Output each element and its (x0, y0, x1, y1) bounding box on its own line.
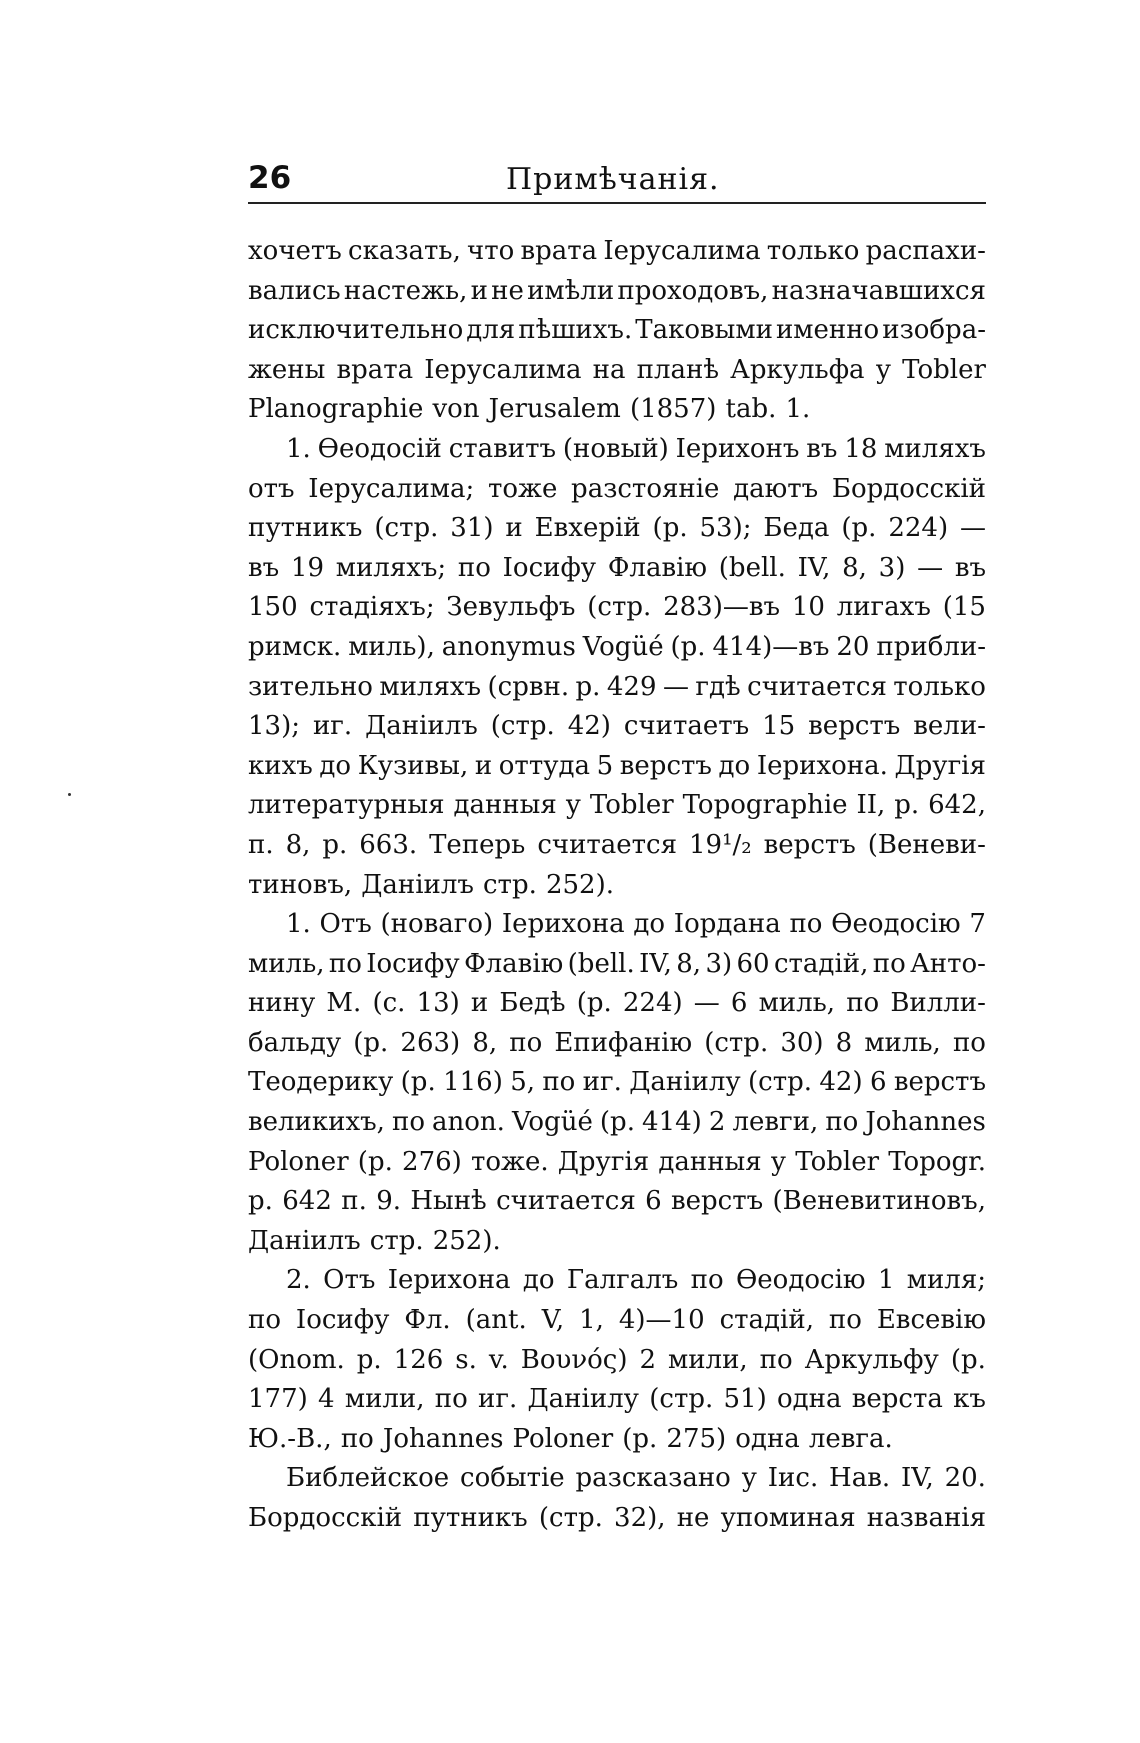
text-line: Poloner (р. 276) тоже. Другія данныя у Tobler Topogr. (248, 1146, 986, 1177)
text-line: Ю.-В., по Johannes Poloner (р. 275) одна левга. (248, 1423, 893, 1454)
text-line: зительно миляхъ (срвн. р. 429 — гдѣ считается только (248, 671, 986, 702)
text-line: бальду (р. 263) 8, по Епифанію (стр. 30) 8 миль, по (248, 1027, 986, 1058)
text-line: Даніилъ стр. 252). (248, 1225, 501, 1256)
text-line: по Іосифу Фл. (ant. V, 1, 4)—10 стадій, по Евсевію (248, 1305, 986, 1336)
text-line: Бордосскій путникъ (стр. 32), не упоминая названія (248, 1503, 986, 1533)
text-line: жены врата Іерусалима на планѣ Аркульфа у Tobler (248, 354, 986, 385)
text-line: отъ Іерусалима; тоже разстояніе даютъ Бордосскій (248, 473, 986, 504)
text-line: исключительно для пѣшихъ. Таковыми именно изобра- (248, 315, 986, 346)
text-line: миль, по Іосифу Флавію (bell. IV, 8, 3) 60 стадій, по Анто- (248, 948, 986, 979)
margin-speck (68, 793, 71, 796)
running-title: Примѣчанія. (506, 162, 720, 197)
text-line: римск. миль), anonymus Vogüé (p. 414)—въ 20 прибли- (248, 631, 986, 662)
text-line: хочетъ сказать, что врата Іерусалима только распахи- (248, 236, 986, 266)
notes-body-text (248, 232, 986, 1539)
text-line: вались настежь, и не имѣли проходовъ, назначавшихся (248, 275, 986, 306)
text-line: 1. Отъ (новаго) Іерихона до Іордана по Өеодосію 7 (286, 909, 986, 940)
text-line: (Onom. р. 126 s. v. Βουνός) 2 мили, по Аркульфу (р. (248, 1344, 986, 1375)
text-line: 150 стадіяхъ; Зевульфъ (стр. 283)—въ 10 лигахъ (15 (248, 592, 986, 623)
text-line: Библейское событіе разсказано у Іис. Нав. IV, 20. (286, 1463, 986, 1494)
text-line: п. 8, p. 663. Теперь считается 19¹/₂ верстъ (Веневи- (248, 829, 986, 860)
text-line: кихъ до Кузивы, и оттуда 5 верстъ до Іерихона. Другія (248, 750, 986, 781)
text-line: нину М. (с. 13) и Бедѣ (р. 224) — 6 миль, по Вилли- (248, 988, 986, 1019)
text-line: въ 19 миляхъ; по Іосифу Флавію (bell. IV, 8, 3) — въ (248, 552, 986, 583)
text-line: великихъ, по anon. Vogüé (p. 414) 2 левги, по Johannes (248, 1107, 986, 1138)
text-line: тиновъ, Даніилъ стр. 252). (248, 869, 614, 900)
text-line: 1. Өеодосій ставитъ (новый) Іерихонъ въ 18 миляхъ (286, 433, 986, 464)
text-line: 13); иг. Даніилъ (стр. 42) считаетъ 15 верстъ вели- (248, 711, 986, 742)
text-line: Теодерику (р. 116) 5, по иг. Даніилу (стр. 42) 6 верстъ (248, 1067, 986, 1098)
text-line: путникъ (стр. 31) и Евхерій (р. 53); Беда (р. 224) — (248, 513, 986, 544)
page-header (248, 160, 986, 204)
text-line: литературныя данныя у Tobler Topographie II, p. 642, (248, 790, 986, 821)
text-line: 2. Отъ Іерихона до Галгалъ по Өеодосію 1 миля; (286, 1265, 986, 1296)
text-line: Planographie von Jerusalem (1857) tab. 1. (248, 394, 811, 425)
text-line: 177) 4 мили, по иг. Даніилу (стр. 51) одна верста къ (248, 1384, 986, 1415)
page-number: 26 (248, 160, 292, 196)
text-line: р. 642 п. 9. Нынѣ считается 6 верстъ (Веневитиновъ, (248, 1186, 986, 1217)
